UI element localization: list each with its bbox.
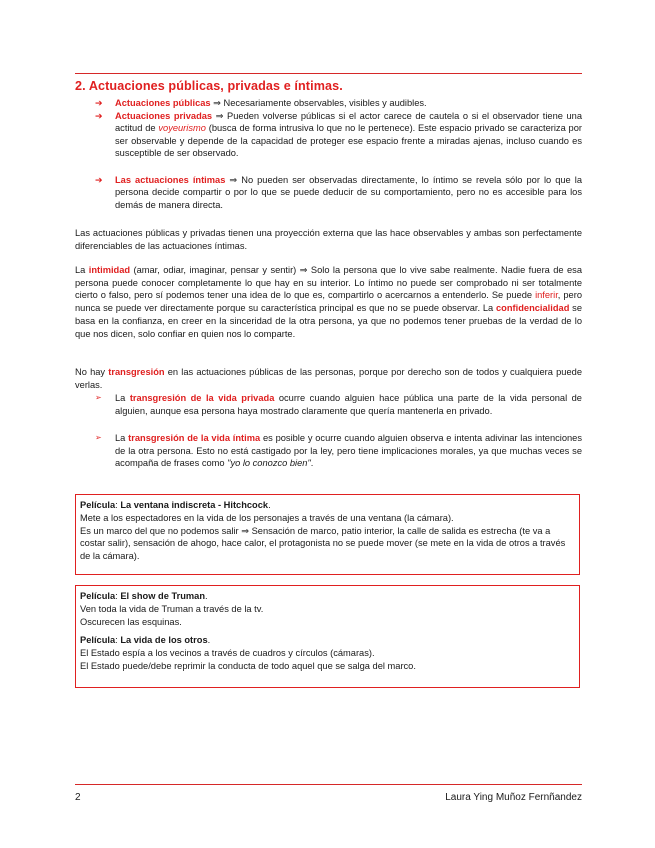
film-label: Película xyxy=(80,635,116,646)
film-title-line: Película: La ventana indiscreta - Hitchcock. xyxy=(80,500,271,510)
text: ocurre cuando alguien hace pública una parte de la vida personal de alguien, aunque esa persona haya mostrado claramente que quería mantenerla en privado. xyxy=(115,393,582,416)
bullet-text: ⇒ Necesariamente observables, visibles y audibles. xyxy=(210,98,427,108)
film-title: El show de Truman xyxy=(120,591,206,601)
transgresion-term: transgresión xyxy=(108,367,165,377)
bullet-term: Actuaciones públicas xyxy=(115,98,211,108)
film-box-ventana-indiscreta xyxy=(75,494,580,575)
bullet-text: ⇒ No pueden ser observadas directamente, lo íntimo se revela sólo por lo que la persona decide compartir o por lo que se puede deducir de su comportamiento, pero no es accesible para los demás de manera directa. xyxy=(115,175,582,210)
section-heading: 2. Actuaciones públicas, privadas e íntimas. xyxy=(75,79,343,93)
author-name: Laura Ying Muñoz Fernñandez xyxy=(445,792,582,803)
paragraph-transgresion xyxy=(75,366,582,391)
intimidad-term: intimidad xyxy=(88,265,131,275)
text: (amar, odiar, imaginar, pensar y sentir) ⇒ Solo la persona que lo vive sabe realmente. Nadie fuera de esa persona puede conocer completamente lo que hay en su interior. Lo íntimo no puede ser comprobado ni ser totalmente cierto o falso, pero sí podemos tener una idea de lo que es, compartirlo o acercarnos a entenderlo. Se puede xyxy=(75,265,582,301)
text: es posible y ocurre cuando alguien observa e intenta adivinar las intenciones de la otra persona. Esto no está castigado por la ley, pero tiene implicaciones morales, ya que muchas veces se acompaña de frases como xyxy=(115,433,582,469)
document-page xyxy=(75,0,582,848)
text: en las actuaciones públicas de las personas, porque por derecho son de todos y cualquiera puede verlas. xyxy=(75,367,582,390)
bullet-actuaciones-intimas xyxy=(95,174,582,211)
paragraph-proyeccion: Las actuaciones públicas y privadas tienen una proyección externa que las hace observables y ambas son perfectamente diferenciables de las actuaciones íntimas. xyxy=(75,228,582,251)
film-label: Película xyxy=(80,500,116,510)
text: La xyxy=(115,393,130,403)
arrow-bullet-icon: ➔ xyxy=(95,175,103,185)
text: La xyxy=(75,265,89,275)
inferir-term: inferir xyxy=(535,290,558,301)
paragraph-intimidad xyxy=(75,264,582,340)
film-description: Es un marco del que no podemos salir ⇒ Sensación de marco, patio interior, la calle de salida es estrecha (te va a costar salir), sensación de ahogo, hace calor, el protagonista no se puede mover (se mete en la vida de otros a través de la cámara). xyxy=(80,525,566,562)
text: , pero nunca se puede ver directamente porque su característica principal es que no se puede observar. La xyxy=(75,290,582,314)
bullet-text: ⇒ Pueden volverse públicas si el actor carece de cautela o si el observador tiene una actitud de xyxy=(115,111,583,134)
sub-bullet-term: transgresión de la vida privada xyxy=(129,393,275,403)
voyeurismo-term: voyeurismo xyxy=(158,123,206,134)
text: No hay xyxy=(75,367,109,377)
bullet-term: Las actuaciones íntimas xyxy=(115,175,226,185)
bullet-term: Actuaciones privadas xyxy=(115,111,213,121)
film-title-line: Película: La vida de los otros. xyxy=(80,635,211,646)
arrow-bullet-icon: ➔ xyxy=(95,111,103,121)
sub-bullet-vida-intima xyxy=(95,432,582,470)
text: La xyxy=(115,433,129,443)
bullet-actuaciones-publicas xyxy=(95,97,582,109)
film-title: La ventana indiscreta - Hitchcock xyxy=(120,500,269,510)
arrowhead-bullet-icon: ➢ xyxy=(95,433,102,442)
film-label: Película xyxy=(80,591,116,601)
film-description: Mete a los espectadores en la vida de los personajes a través de una ventana (la cámara). xyxy=(80,512,454,523)
page-number: 2 xyxy=(75,792,81,803)
film-title-line: Película: El show de Truman. xyxy=(80,591,208,601)
film-description: El Estado espía a los vecinos a través de cuadros y círculos (cámaras). xyxy=(80,648,375,659)
sub-bullet-term: transgresión de la vida íntima xyxy=(128,433,261,443)
arrow-bullet-icon: ➔ xyxy=(95,98,103,108)
film-description: Oscurecen las esquinas. xyxy=(80,616,182,627)
sub-bullet-vida-privada xyxy=(95,392,582,417)
film-description: Ven toda la vida de Truman a través de la tv. xyxy=(80,603,264,614)
arrowhead-bullet-icon: ➢ xyxy=(95,393,102,402)
confidencialidad-term: confidencialidad xyxy=(496,303,570,314)
quote-text: "yo lo conozco bien" xyxy=(227,458,311,469)
film-box-truman-otros xyxy=(75,585,580,688)
film-description: El Estado puede/debe reprimir la conducta de todo aquel que se salga del marco. xyxy=(80,660,416,671)
text: . xyxy=(310,458,314,469)
bullet-text-cont: (busca de forma intrusiva lo que no le pertenece). Este espacio privado se caracteriza por ser observable y depende de la capacidad de proteger ese espacio frente a miradas ajenas, incluso cuando es susceptible de ser observado. xyxy=(115,123,582,158)
film-title: La vida de los otros xyxy=(120,635,208,646)
bullet-actuaciones-privadas xyxy=(95,110,583,159)
text: se basa en la confianza, en creer en la sinceridad de la otra persona, ya que no podemos tener pruebas de la verdad de lo que nos dicen, solo confiar en quien nos lo comparte. xyxy=(75,303,582,339)
header-rule xyxy=(75,73,582,74)
footer-rule xyxy=(75,784,582,785)
